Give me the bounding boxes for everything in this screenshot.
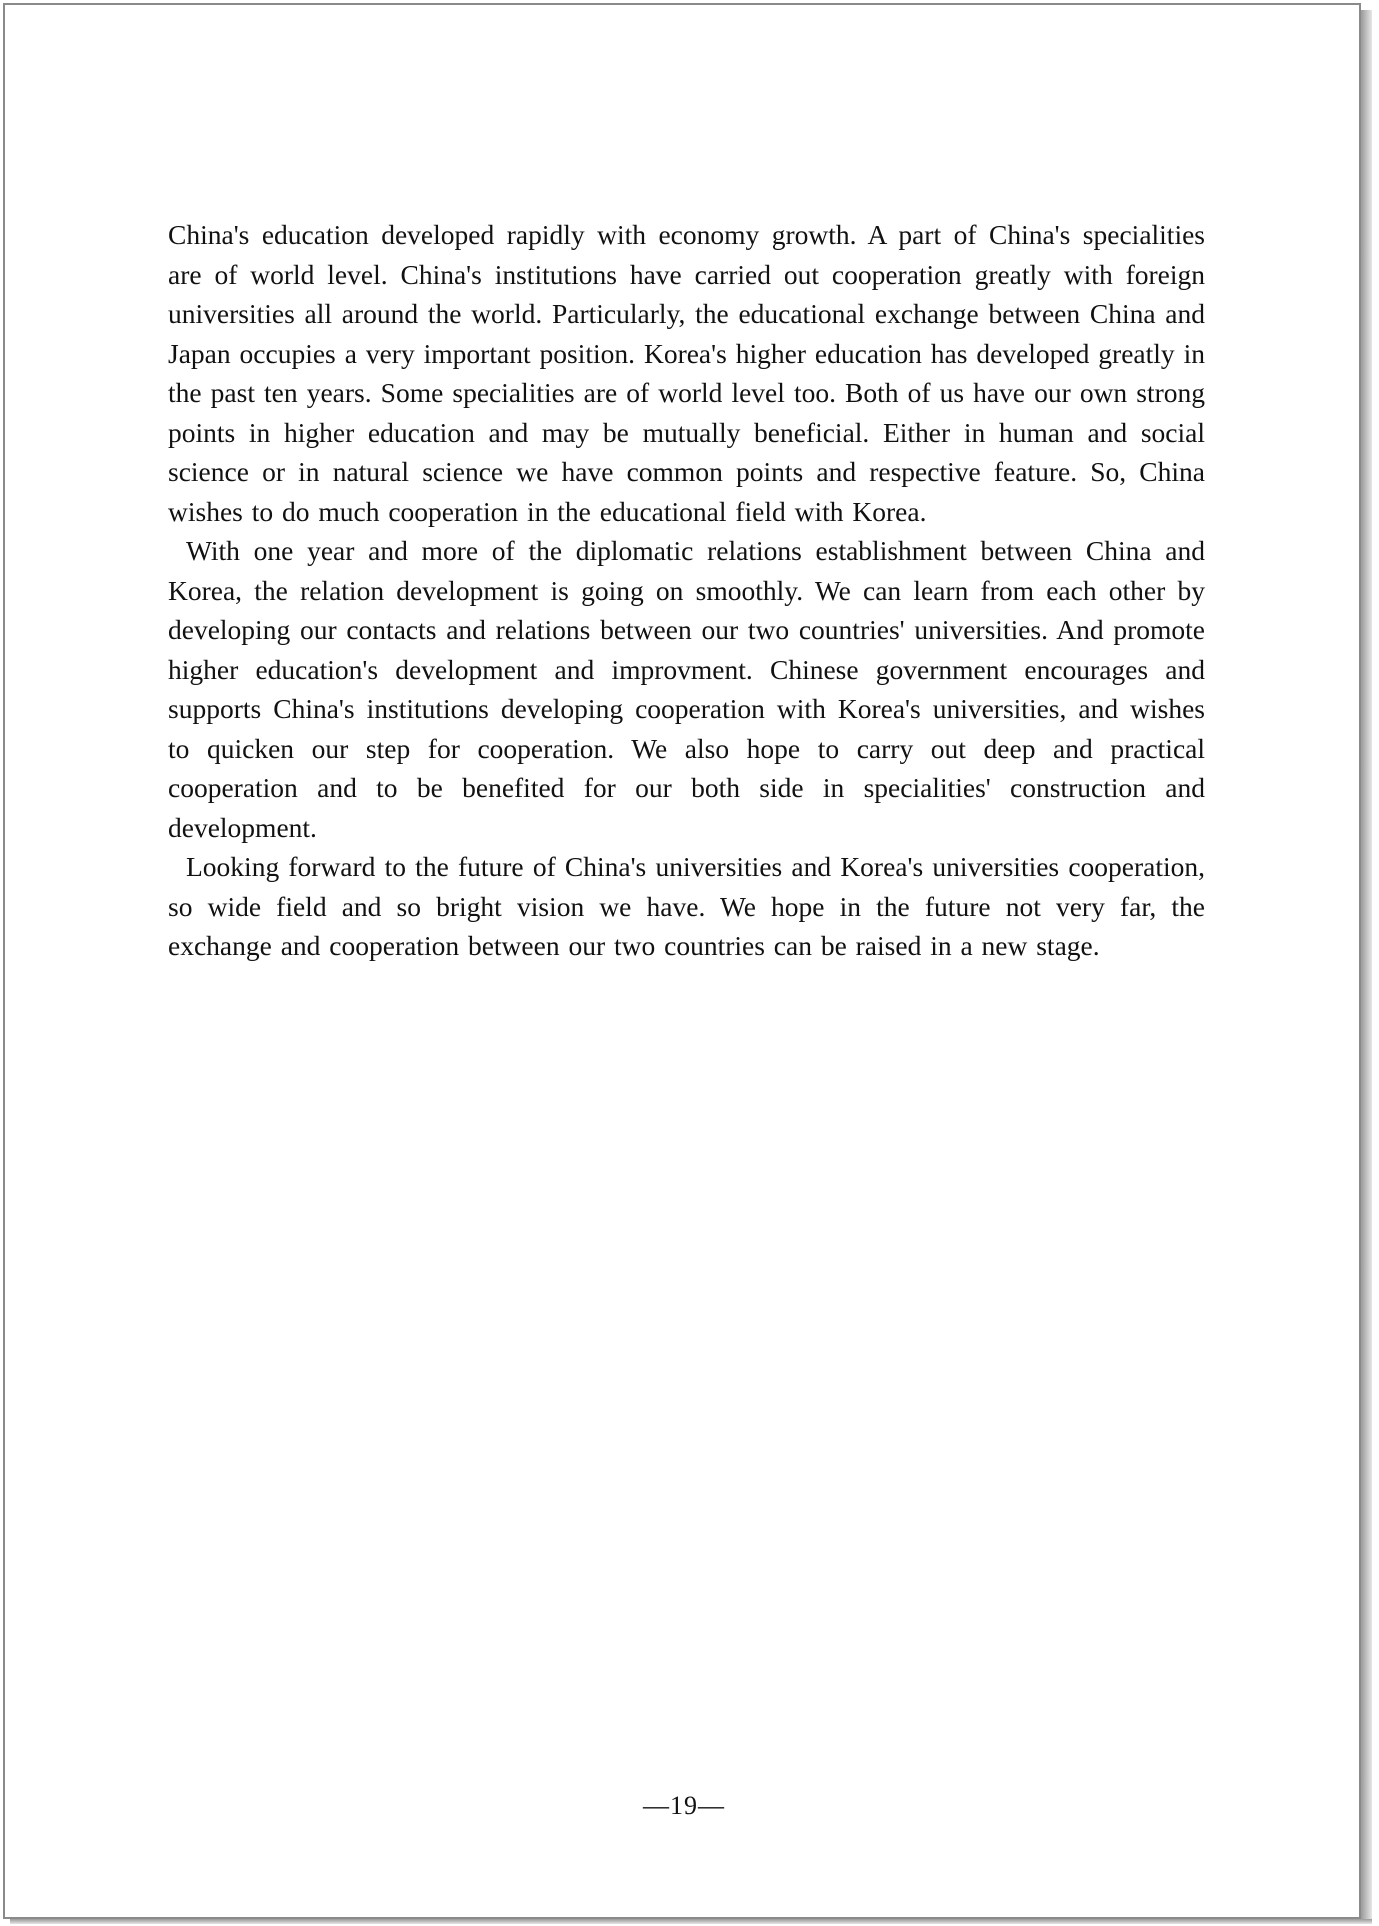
page-shadow-bottom [10, 1919, 1372, 1924]
paragraph-1: China's education developed rapidly with economy growth. A part of China's specialities are of world level. China's institutions have carried out cooperation greatly with foreign universities all around the world. Particularly, the educational exchange between China and Japan occupies a very important position. Korea's higher education has developed greatly in the past ten years. Some specialities are of world level too. Both of us have our own strong points in higher education and may be mutually beneficial. Either in human and social science or in natural science we have common points and respective feature. So, China wishes to do much cooperation in the educational field with Korea. [168, 219, 1205, 527]
body-text [168, 215, 1205, 966]
paragraph-3: Looking forward to the future of China's universities and Korea's universities cooperation, so wide field and so bright vision we have. We hope in the future not very far, the exchange and cooperation between our two countries can be raised in a new stage. [168, 851, 1205, 961]
page-shadow-right [1361, 10, 1372, 1922]
document-page [3, 3, 1361, 1919]
paragraph-2: With one year and more of the diplomatic relations establishment between China and Korea, the relation development is going on smoothly. We can learn from each other by developing our contacts and relations between our two countries' universities. And promote higher education's development and improvment. Chinese government encourages and supports China's institutions developing cooperation with Korea's universities, and wishes to quicken our step for cooperation. We also hope to carry out deep and practical cooperation and to be benefited for our both side in specialities' construction and development. [168, 535, 1205, 843]
page-number: —19— [643, 1791, 725, 1820]
